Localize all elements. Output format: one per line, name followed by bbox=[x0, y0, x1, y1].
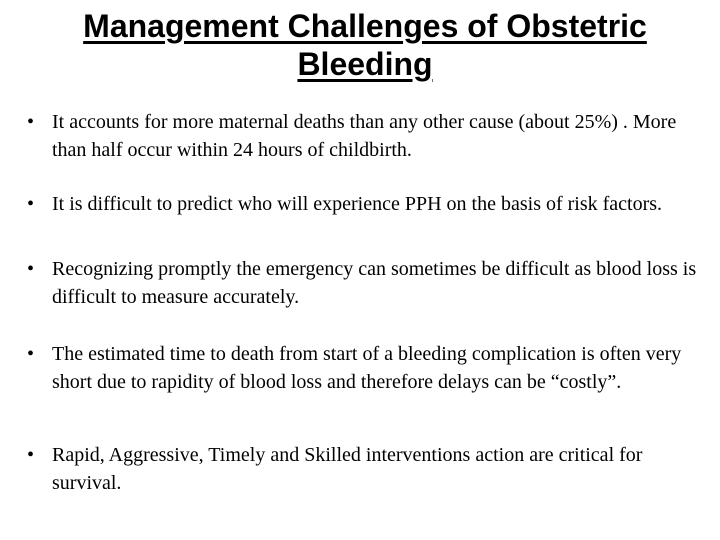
bullet-text: It is difficult to predict who will experience PPH on the basis of risk factors. bbox=[52, 193, 663, 215]
bullet-icon: • bbox=[27, 193, 35, 215]
bullet-text: The estimated time to death from start of a bleeding complication is often very short due to rapidity of blood loss and therefore delays can be “costly”. bbox=[52, 343, 682, 393]
bullet-icon: • bbox=[27, 343, 35, 365]
bullet-text: Rapid, Aggressive, Timely and Skilled interventions action are critical for survival. bbox=[52, 444, 643, 494]
bullet-icon: • bbox=[27, 258, 35, 280]
bullet-icon: • bbox=[27, 111, 35, 133]
bullet-item bbox=[27, 255, 697, 311]
bullet-item bbox=[27, 340, 697, 396]
bullet-icon: • bbox=[27, 444, 35, 466]
slide-title: Management Challenges of Obstetric Bleeding bbox=[83, 8, 647, 82]
bullet-item bbox=[27, 441, 697, 497]
bullet-text: It accounts for more maternal deaths than any other cause (about 25%) . More than half occur within 24 hours of childbirth. bbox=[52, 111, 677, 161]
bullet-text: Recognizing promptly the emergency can sometimes be difficult as blood loss is difficult to measure accurately. bbox=[52, 258, 697, 308]
bullet-item bbox=[27, 108, 697, 164]
bullet-item bbox=[27, 190, 697, 218]
